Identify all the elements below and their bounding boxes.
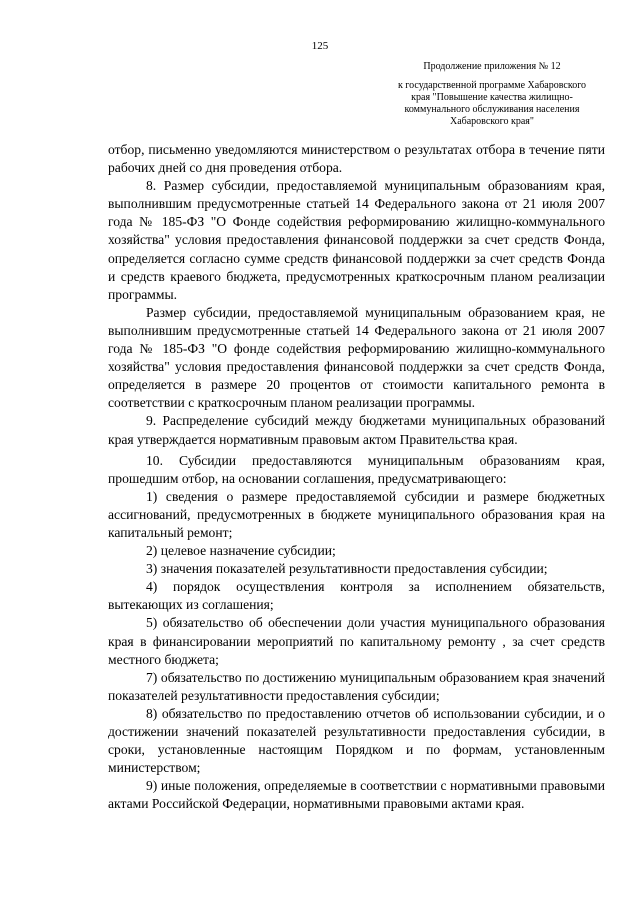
list-item-7: 7) обязательство по достижению муниципальным образованием края значений показателей результативности предоставления субсидии; bbox=[108, 669, 605, 703]
list-item-5: 5) обязательство об обеспечении доли участия муниципального образования края в финансировании мероприятий по капитальному ремонту , за счет средств местного бюджета; bbox=[108, 615, 605, 667]
document-body bbox=[108, 141, 605, 813]
appendix-continuation-note: Продолжение приложения № 12 bbox=[423, 61, 561, 72]
page-number: 125 bbox=[311, 40, 329, 52]
paragraph-item-9: 9. Распределение субсидий между бюджетами муниципальных образований края утверждается нормативным правовым актом Правительства края. bbox=[108, 413, 605, 447]
list-item-1: 1) сведения о размере предоставляемой субсидии и размере бюджетных ассигнований, предусмотренных в бюджете муниципального образования края на капитальный ремонт; bbox=[108, 488, 605, 540]
list-item-9: 9) иные положения, определяемые в соответствии с нормативными правовыми актами Российской Федерации, нормативными правовыми актами края. bbox=[108, 778, 605, 812]
paragraph-continuation: отбор, письменно уведомляются министерством о результатах отбора в течение пяти рабочих дней со дня проведения отбора. bbox=[108, 142, 605, 176]
paragraph-item-8: 8. Размер субсидии, предоставляемой муниципальным образованиям края, выполнившим предусмотренные статьей 14 Федерального закона от 21 июля 2007 года № 185-ФЗ "О Фонде содействия реформированию жилищно-коммунального хозяйства" условия предоставления финансовой поддержки за счет средств Фонда, определяется согласно сумме средств финансовой поддержки за счет средств Фонда и средств краевого бюджета, предусмотренных краткосрочным планом реализации программы. bbox=[108, 178, 605, 302]
appendix-caption: к государственной программе Хабаровского края "Повышение качества жилищно-коммунального обслуживания населения Хабаровского края" bbox=[397, 80, 587, 127]
list-item-3: 3) значения показателей результативности предоставления субсидии; bbox=[146, 561, 548, 577]
list-item-4: 4) порядок осуществления контроля за исполнением обязательств, вытекающих из соглашения; bbox=[108, 579, 605, 613]
list-item-8: 8) обязательство по предоставлению отчетов об использовании субсидии, и о достижении значений показателей результативности предоставления субсидии, в сроки, установленные настоящим Порядком и по формам, установленным министерством; bbox=[108, 705, 605, 776]
paragraph-item-10: 10. Субсидии предоставляются муниципальным образованиям края, прошедшим отбор, на основании соглашения, предусматривающего: bbox=[108, 452, 605, 486]
list-item-2: 2) целевое назначение субсидии; bbox=[146, 543, 336, 559]
paragraph-subsidy-size-non-compliant: Размер субсидии, предоставляемой муниципальным образованием края, не выполнившим предусмотренные статьей 14 Федерального закона от 21 июля 2007 года № 185-ФЗ "О фонде содействия реформированию жилищно-коммунального хозяйства" условия предоставления финансовой поддержки за счет средств Фонда, определяется в размере 20 процентов от стоимости капитального ремонта в соответствии с краткосрочным планом реализации программы. bbox=[108, 304, 605, 411]
